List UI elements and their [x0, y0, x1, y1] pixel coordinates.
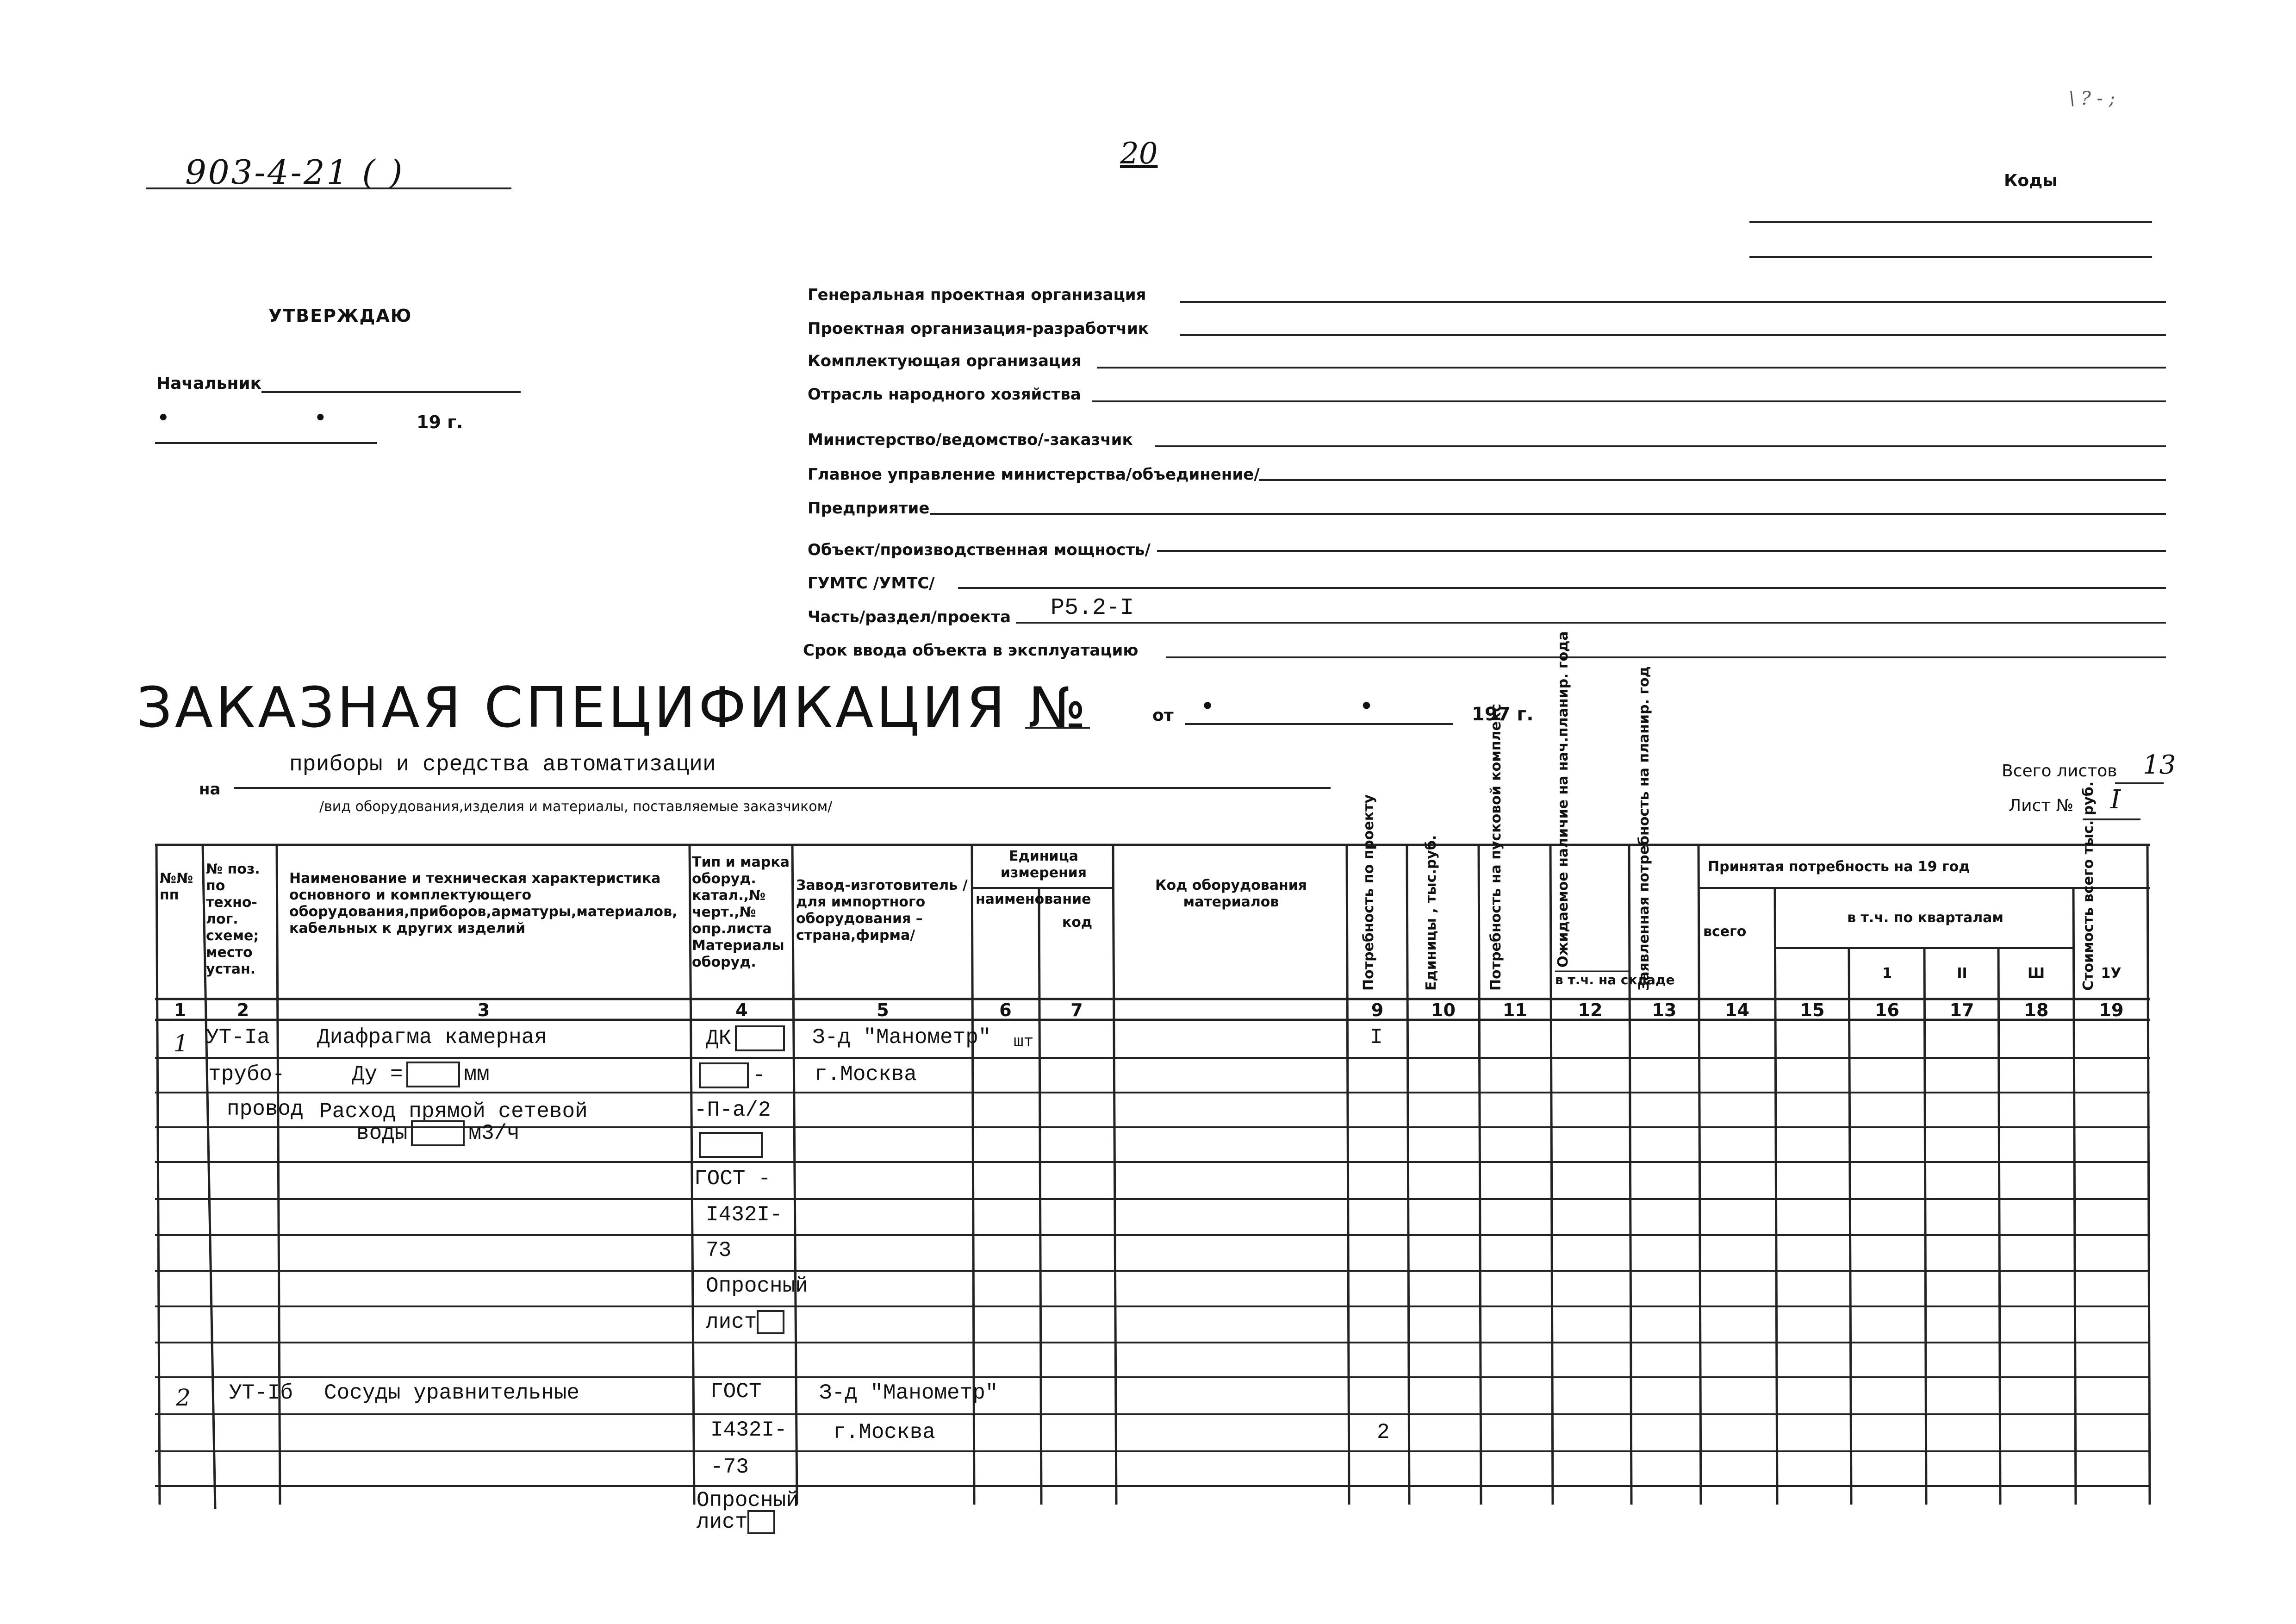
- col-number-17: 17: [1949, 1000, 1974, 1020]
- col-header-manufacturer: Завод-изготовитель /для импортного оборудования – страна,фирма/: [796, 877, 968, 943]
- col-header-in-stock: в т.ч. на складе: [1555, 972, 1675, 987]
- row1-unit: шт: [1014, 1032, 1034, 1051]
- equipment-kind-caption: /вид оборудования,изделия и материалы, поставляемые заказчиком/: [319, 799, 833, 815]
- field-label-project-part: Часть/раздел/проекта: [808, 608, 1011, 626]
- col-number-10: 10: [1431, 1000, 1456, 1020]
- row2-city: г.Москва: [833, 1420, 935, 1444]
- row1-type-7: 73: [706, 1238, 732, 1262]
- spec-date-year: 197 г.: [1472, 704, 1534, 725]
- col-header-accepted-need: Принятая потребность на 19 год: [1708, 859, 1970, 875]
- row1-type-5: ГОСТ -: [694, 1167, 771, 1191]
- col-header-cost: Стоимость всего тыс. руб.: [2080, 781, 2097, 991]
- field-label-general-org: Генеральная проектная организация: [808, 286, 1146, 304]
- col-header-launch-need: Потребность на пусковой комплекс: [1488, 704, 1504, 991]
- approve-date-year: 19 г.: [417, 412, 463, 432]
- row1-sheet-label: лист: [706, 1310, 757, 1335]
- row1-city: г.Москва: [815, 1062, 917, 1087]
- row1-flow: Расход прямой сетевой: [319, 1099, 588, 1124]
- col-number-7: 7: [1070, 1000, 1083, 1020]
- row1-du-label: Ду =: [352, 1062, 403, 1087]
- row1-type-3: -П-а/2: [694, 1098, 771, 1122]
- field-label-ministry: Министерство/ведомство/-заказчик: [808, 431, 1133, 449]
- col-number-4: 4: [735, 1000, 748, 1020]
- row1-water-box: [411, 1120, 465, 1146]
- sheets-total-label: Всего листов: [2002, 762, 2117, 781]
- col-header-name: Наименование и техническая характеристика основного и комплектующего оборудования,приборов,арматуры,материалов, кабельных к других изделий: [289, 870, 678, 937]
- row2-number: 2: [176, 1384, 191, 1411]
- row2-type-1: ГОСТ: [710, 1380, 762, 1404]
- row1-type-9: [706, 1310, 784, 1334]
- col-number-14: 14: [1725, 1000, 1749, 1020]
- col-number-12: 12: [1578, 1000, 1603, 1020]
- row1-water: [356, 1120, 520, 1146]
- row1-type-6: I432I-: [706, 1203, 783, 1227]
- col-header-expected-stock: Ожидаемое наличие на нач.планир. года: [1555, 631, 1571, 968]
- equipment-kind-value: приборы и средства автоматизации: [289, 752, 716, 777]
- row2-type-3: -73: [710, 1455, 749, 1479]
- row2-name: Сосуды уравнительные: [324, 1381, 580, 1405]
- sheets-total-value: 13: [2143, 750, 2176, 780]
- row1-du: [352, 1062, 490, 1087]
- col-header-type: Тип и марка оборуд. катал.,№ черт.,№ опр.листа Материалы оборуд.: [692, 854, 790, 970]
- sheet-number-label: Лист №: [2009, 796, 2074, 815]
- row1-mm: мм: [464, 1062, 490, 1087]
- approve-label: УТВЕРЖДАЮ: [268, 306, 412, 326]
- chief-label: Начальник: [156, 374, 262, 393]
- col-header-need: Потребность по проекту: [1361, 794, 1377, 991]
- col-header-unit: Единица измерения: [1000, 848, 1087, 881]
- col-number-9: 9: [1371, 1000, 1384, 1020]
- row1-position: УТ-Iа: [206, 1025, 270, 1049]
- row2-sheet-label: лист: [697, 1510, 748, 1535]
- spec-date-label: от: [1152, 706, 1174, 725]
- specification-title: ЗАКАЗНАЯ СПЕЦИФИКАЦИЯ №: [137, 676, 1089, 740]
- row1-du-box: [406, 1062, 460, 1087]
- row2-position: УТ-Iб: [229, 1381, 293, 1405]
- document-number: 903-4-21 ( ): [185, 153, 404, 192]
- col-number-5: 5: [877, 1000, 889, 1020]
- row2-type-2: I432I-: [710, 1418, 787, 1442]
- codes-label: Коды: [2004, 171, 2058, 190]
- col-header-q3: Ш: [2027, 965, 2045, 981]
- col-number-2: 2: [236, 1000, 249, 1020]
- col-number-18: 18: [2024, 1000, 2049, 1020]
- row1-position-3: провод: [227, 1097, 304, 1121]
- field-value-project-part: Р5.2-I: [1051, 595, 1134, 621]
- field-label-object: Объект/производственная мощность/: [808, 541, 1151, 559]
- col-number-15: 15: [1800, 1000, 1825, 1020]
- field-label-main-directorate: Главное управление министерства/объединение/: [808, 465, 1260, 484]
- row1-m3: м3/ч: [468, 1121, 520, 1146]
- col-number-19: 19: [2099, 1000, 2124, 1020]
- col-header-unit-code: код: [1062, 914, 1093, 931]
- row2-type-4: Опросный: [697, 1488, 799, 1512]
- col-header-position: № поз. по техно- лог. схеме; место устан.: [206, 861, 260, 977]
- row1-type-8: Опросный: [706, 1274, 808, 1298]
- row2-manufacturer: З-д "Манометр": [819, 1381, 998, 1405]
- row1-sheet-box: [757, 1310, 784, 1334]
- approve-date-dots: • •: [157, 407, 396, 429]
- col-header-unit-price: Единицы , тыс.руб.: [1423, 835, 1439, 991]
- field-label-gumts: ГУМТС /УМТС/: [808, 574, 935, 593]
- field-label-enterprise: Предприятие: [808, 499, 930, 518]
- row1-type-box: [735, 1025, 785, 1051]
- field-label-industry: Отрасль народного хозяйства: [808, 385, 1081, 404]
- col-number-11: 11: [1503, 1000, 1527, 1020]
- row1-manufacturer: З-д "Манометр": [812, 1025, 991, 1049]
- col-header-equipment-code: Код оборудования материалов: [1155, 877, 1307, 910]
- col-number-1: 1: [174, 1000, 187, 1020]
- col-header-q4: 1У: [2101, 965, 2122, 981]
- col-number-13: 13: [1652, 1000, 1677, 1020]
- row2-need: 2: [1377, 1420, 1390, 1444]
- row1-water-label: воды: [356, 1121, 408, 1146]
- row1-type-4: [699, 1132, 766, 1158]
- col-header-q2: II: [1957, 965, 1967, 981]
- field-label-supply-org: Комплектующая организация: [808, 352, 1082, 370]
- row1-position-2: трубо-: [208, 1062, 285, 1087]
- col-number-16: 16: [1875, 1000, 1899, 1020]
- equipment-kind-label: на: [199, 780, 221, 799]
- col-header-q1: 1: [1882, 965, 1892, 981]
- row1-need: I: [1370, 1025, 1383, 1049]
- row1-type-2: -: [699, 1062, 765, 1088]
- row1-type-box-3: [699, 1132, 763, 1158]
- row1-type-box-2: [699, 1062, 749, 1088]
- row2-type-5: [697, 1510, 775, 1534]
- row1-type-code: ДК: [706, 1026, 732, 1051]
- col-number-6: 6: [999, 1000, 1012, 1020]
- row1-name: Диафрагма камерная: [317, 1025, 547, 1049]
- field-label-commission-date: Срок ввода объекта в эксплуатацию: [803, 641, 1139, 660]
- page-number: 20: [1120, 137, 1158, 171]
- sheet-number-value: I: [2110, 785, 2121, 815]
- col-header-by-quarter: в т.ч. по кварталам: [1847, 910, 2004, 926]
- col-header-total: всего: [1703, 924, 1747, 940]
- spec-date-dots: • •: [1201, 694, 1443, 718]
- row1-type-1: [706, 1025, 789, 1051]
- col-number-3: 3: [477, 1000, 490, 1020]
- row1-number: 1: [174, 1030, 188, 1057]
- row2-sheet-box: [747, 1510, 775, 1534]
- col-header-unit-name: наименование: [976, 891, 1091, 907]
- col-header-requested-need: Заявленная потребность на планир. год: [1636, 666, 1652, 991]
- field-label-developer-org: Проектная организация-разработчик: [808, 319, 1149, 338]
- col-header-number: №№ пп: [160, 870, 193, 903]
- corner-mark: \ ? - ;: [2069, 88, 2116, 109]
